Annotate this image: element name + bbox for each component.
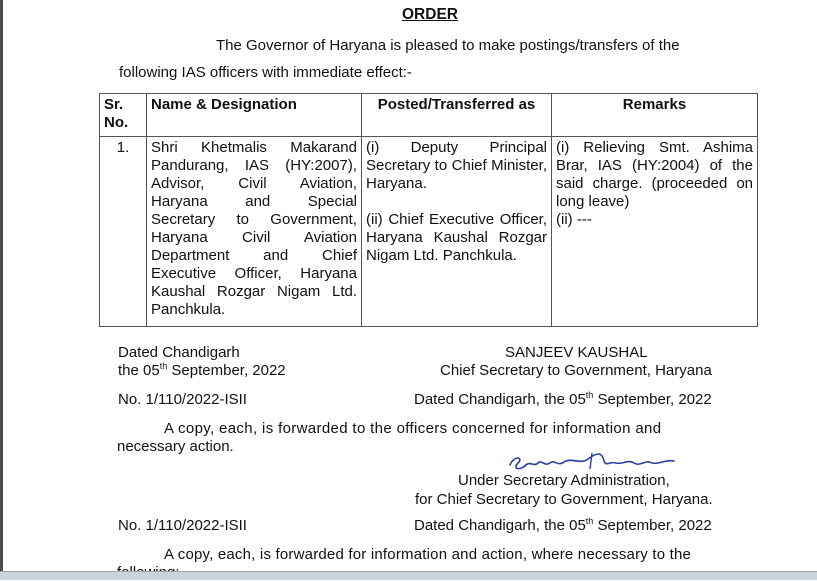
dated-place: Dated Chandigarh bbox=[118, 344, 240, 361]
postings-table bbox=[99, 93, 758, 327]
intro-line-2: following IAS officers with immediate effect:- bbox=[119, 64, 412, 81]
header-sr-no: Sr. No. bbox=[100, 94, 147, 137]
signatory-name: SANJEEV KAUSHAL bbox=[505, 344, 648, 361]
page-edge bbox=[0, 0, 3, 579]
row-posted-item-1: (i) Deputy Principal Secretary to Chief Minister, Haryana. bbox=[366, 139, 547, 192]
table-row bbox=[100, 137, 758, 327]
date-line: the 05th September, 2022 bbox=[118, 361, 286, 379]
row-posted bbox=[362, 137, 552, 327]
header-remarks: Remarks bbox=[552, 94, 758, 137]
row-remarks-item-1: (i) Relieving Smt. Ashima Brar, IAS (HY:2004) of the said charge. (proceeded on long leave) bbox=[556, 139, 753, 210]
reference-number-1: No. 1/110/2022-ISII bbox=[118, 391, 247, 408]
copy-para-1-line-2: necessary action. bbox=[117, 438, 234, 455]
under-secretary: Under Secretary Administration, bbox=[458, 472, 670, 489]
copy-para-1-line-1: A copy, each, is forwarded to the officers concerned for information and bbox=[164, 420, 662, 437]
reference-number-2: No. 1/110/2022-ISII bbox=[118, 517, 247, 534]
order-title: ORDER bbox=[402, 6, 458, 23]
row-name-designation: Shri Khetmalis Makarand Pandurang, IAS (HY:2007), Advisor, Civil Aviation, Haryana and Special Secretary to Government, Haryana Civil Aviation Department and Chief Executive Officer, Haryana Kaushal Rozgar Nigam Ltd. Panchkula. bbox=[147, 137, 362, 327]
row-remarks-item-2: (ii) --- bbox=[556, 211, 592, 228]
row-posted-item-2: (ii) Chief Executive Officer, Haryana Kaushal Rozgar Nigam Ltd. Panchkula. bbox=[366, 211, 547, 264]
header-posted-transferred: Posted/Transferred as bbox=[362, 94, 552, 137]
row-sr-no: 1. bbox=[100, 137, 147, 327]
intro-line-1: The Governor of Haryana is pleased to make postings/transfers of the bbox=[216, 37, 680, 54]
signatory-title: Chief Secretary to Government, Haryana bbox=[440, 362, 712, 379]
row-remarks bbox=[552, 137, 758, 327]
header-name-designation: Name & Designation bbox=[147, 94, 362, 137]
table-header-row bbox=[100, 94, 758, 137]
copy-para-2-line-1: A copy, each, is forwarded for information and action, where necessary to the bbox=[164, 546, 692, 563]
for-chief-secretary: for Chief Secretary to Government, Haryana. bbox=[415, 491, 713, 508]
reference-date-1: Dated Chandigarh, the 05th September, 2022 bbox=[414, 390, 712, 408]
reference-date-2: Dated Chandigarh, the 05th September, 2022 bbox=[414, 516, 712, 534]
